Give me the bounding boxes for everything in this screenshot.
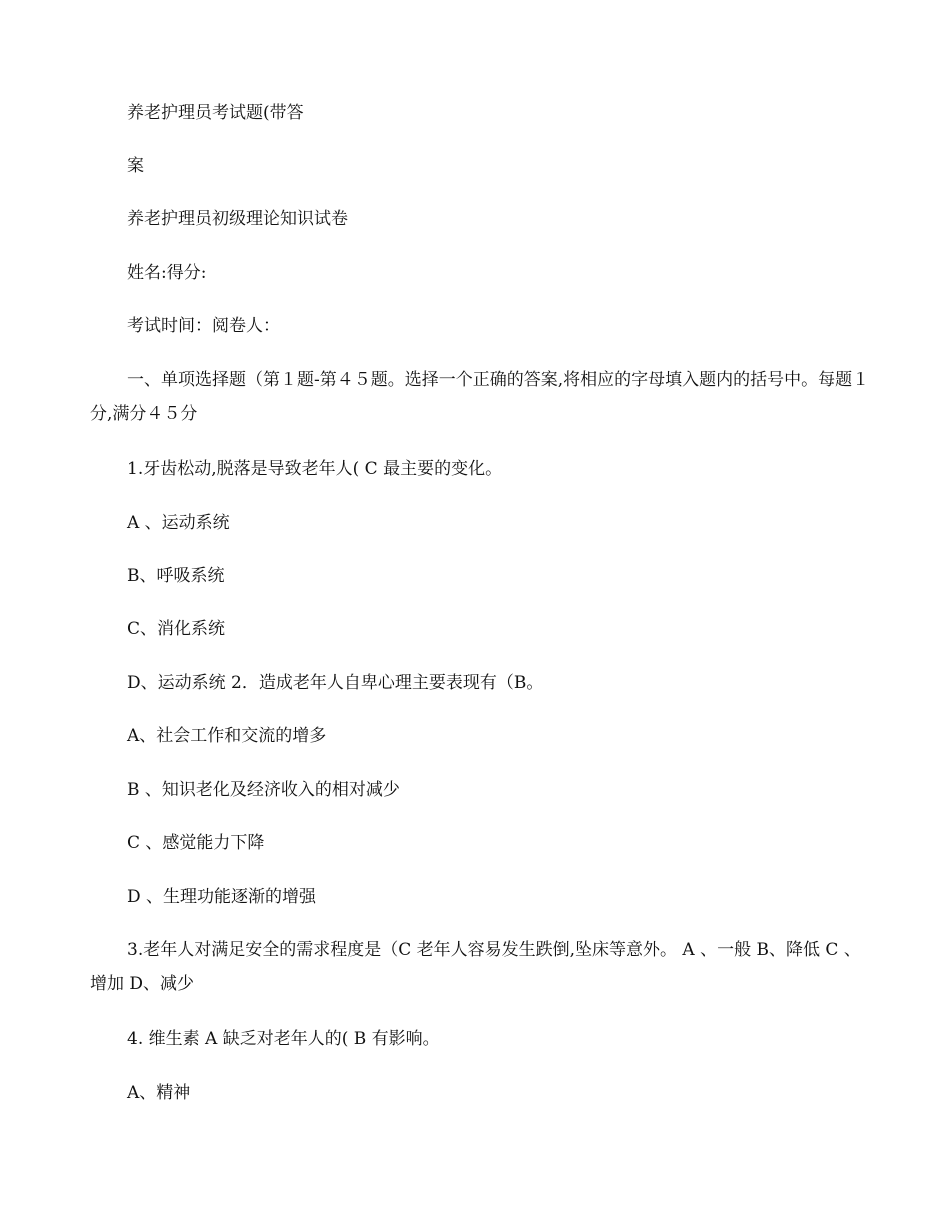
section-header: 一、单项选择题（第１题-第４５题。选择一个正确的答案,将相应的字母填入题内的括号中。每题１分,满分４５分	[90, 370, 870, 424]
document-title-line1: 养老护理员考试题(带答	[127, 103, 304, 123]
question-1-option-a: A 、运动系统	[127, 513, 230, 533]
question-2-option-d: D 、生理功能逐渐的增强	[127, 887, 317, 907]
question-3: 3.老年人对满足安全的需求程度是（C 老年人容易发生跌倒,坠床等意外。 A 、一般 B、降低 C 、增加 D、减少	[90, 940, 861, 994]
question-4: 4. 维生素 A 缺乏对老年人的( B 有影响。	[127, 1029, 440, 1049]
question-1-option-d-question-2: D、运动系统 2．造成老年人自卑心理主要表现有（B。	[127, 673, 544, 693]
exam-subtitle: 养老护理员初级理论知识试卷	[127, 209, 348, 229]
question-2-option-b: B 、知识老化及经济收入的相对减少	[127, 780, 400, 800]
time-reviewer-line: 考试时间：阅卷人：	[127, 316, 280, 336]
question-4-option-a: A、精神	[127, 1083, 191, 1103]
name-score-line: 姓名:得分:	[127, 263, 207, 283]
document-title-line2: 案	[127, 156, 144, 176]
question-1-option-b: B、呼吸系统	[127, 566, 225, 586]
question-2-option-a: A、社会工作和交流的增多	[127, 726, 327, 746]
question-1-option-c: C、消化系统	[127, 619, 226, 639]
question-1: 1.牙齿松动,脱落是导致老年人( C 最主要的变化。	[127, 459, 503, 479]
question-2-option-c: C 、感觉能力下降	[127, 833, 265, 853]
